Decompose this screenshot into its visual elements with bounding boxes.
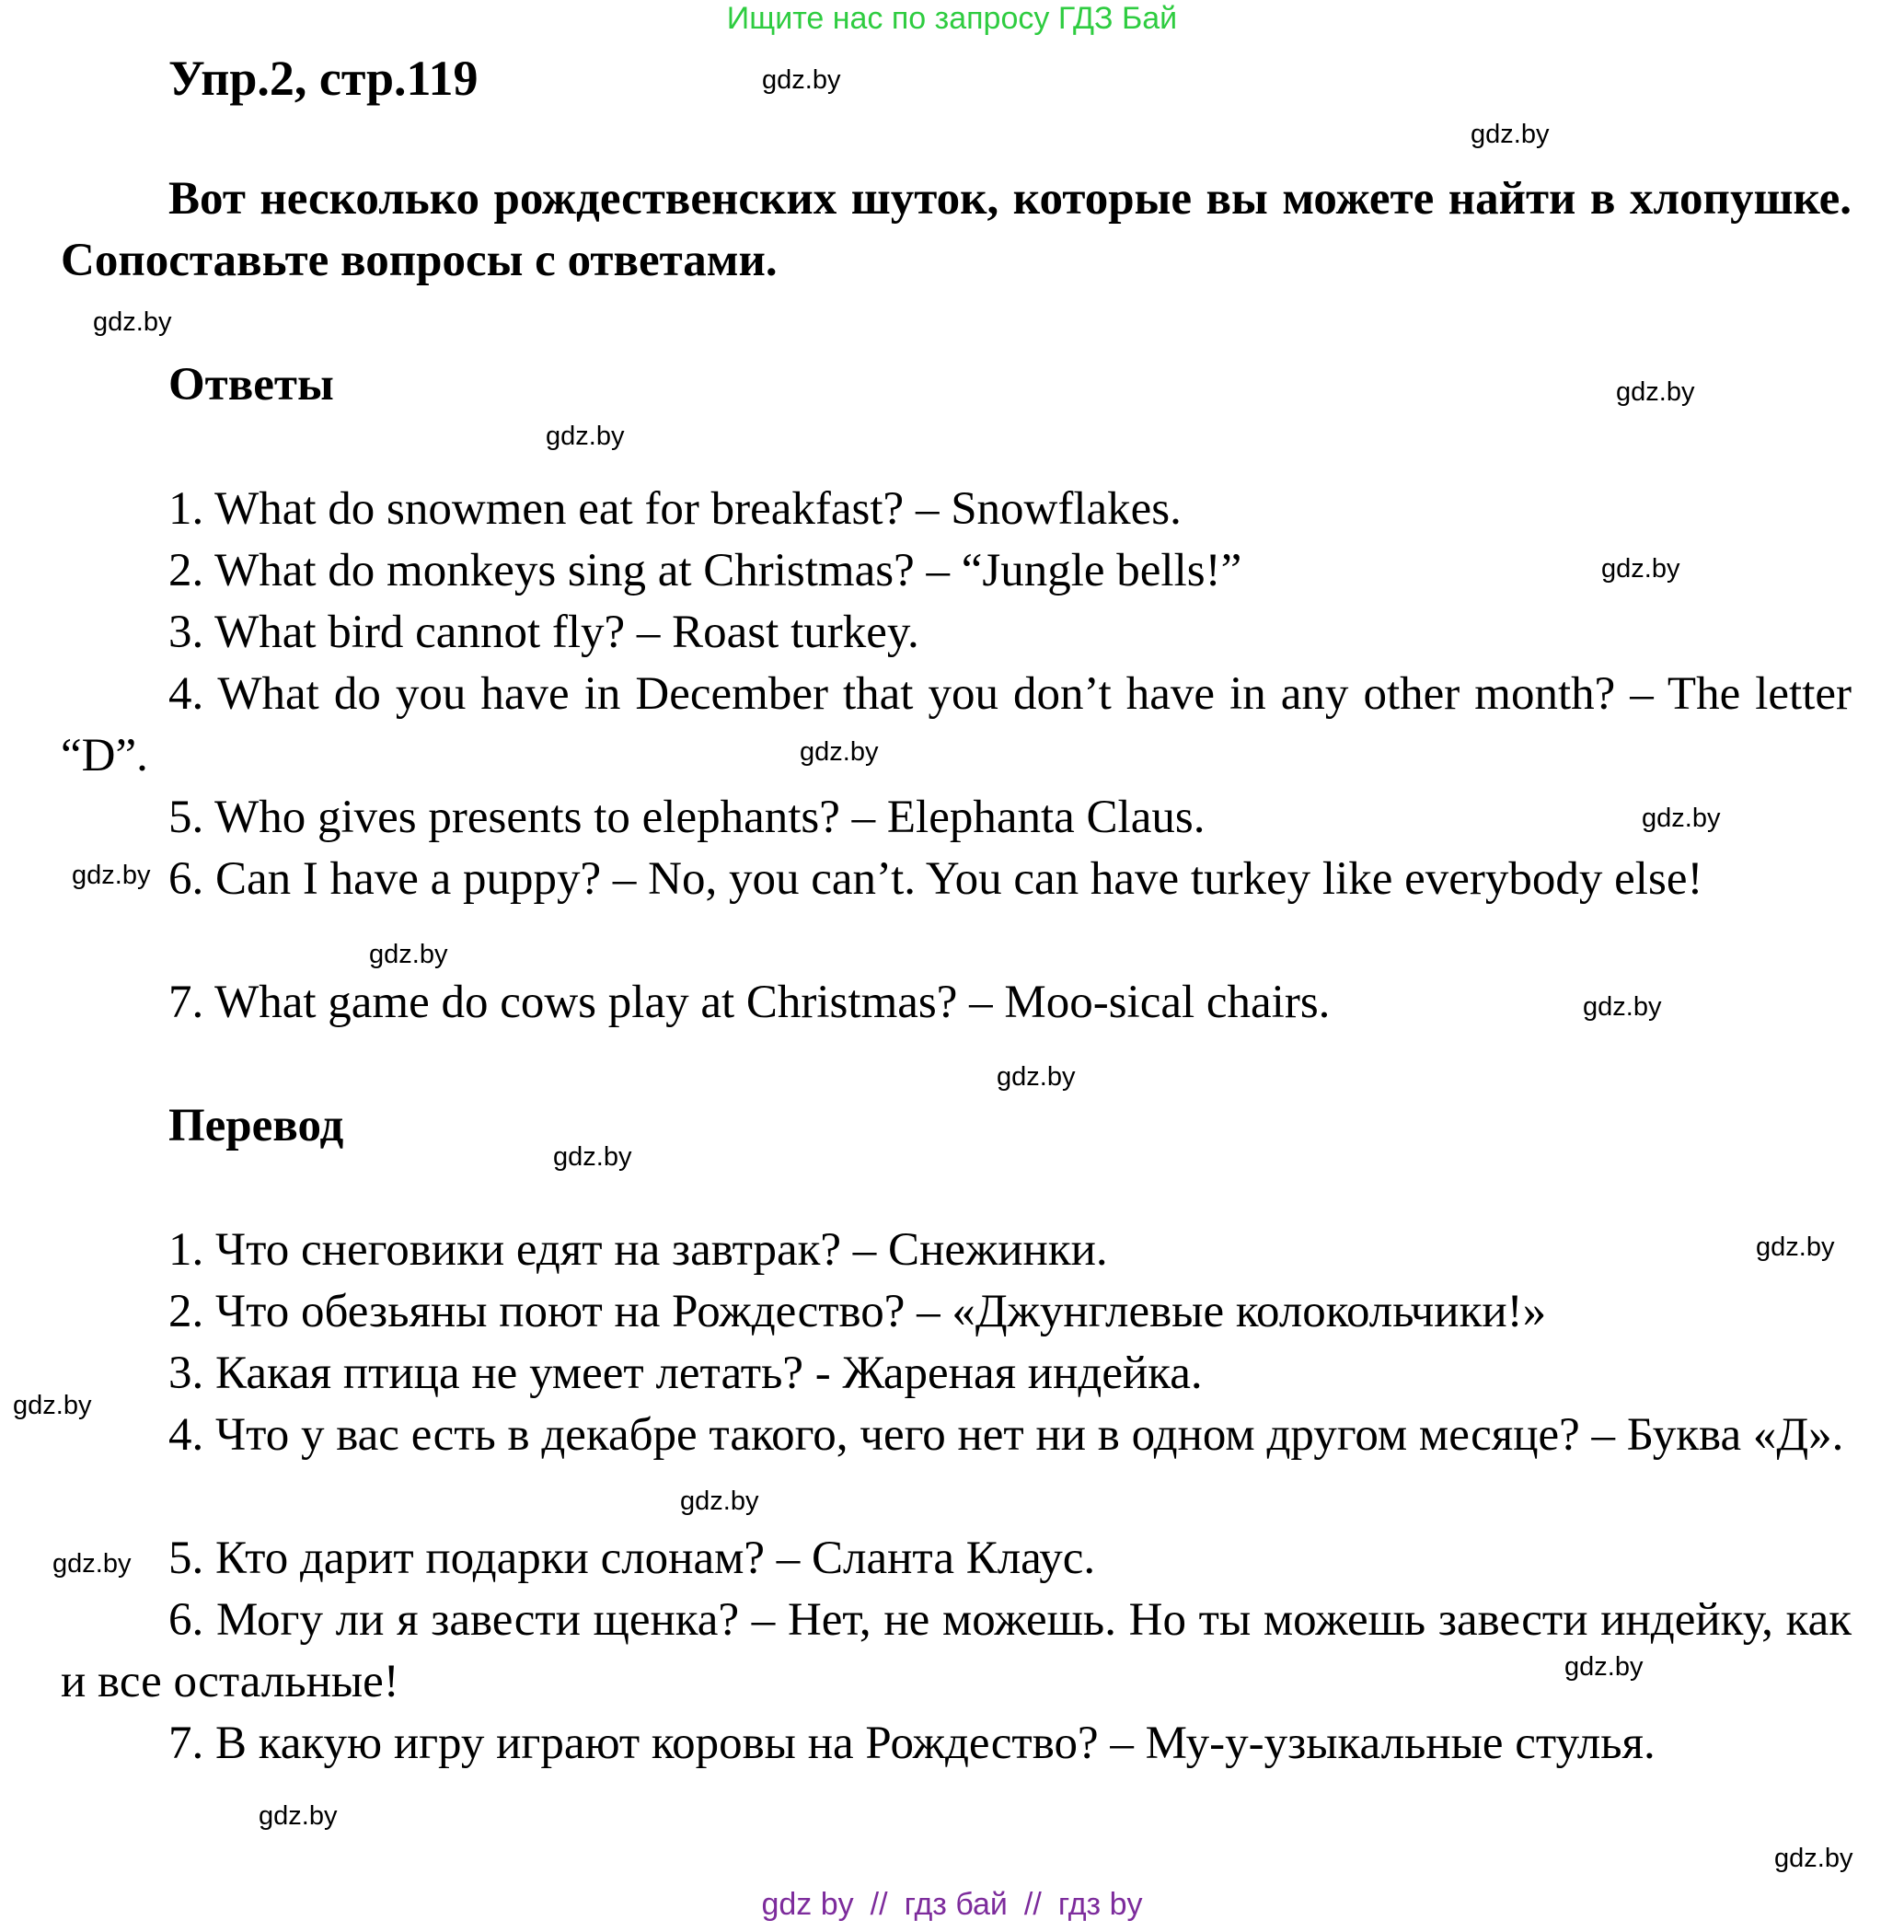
site-footer	[0, 1886, 1904, 1923]
translation-item: 6. Могу ли я завести щенка? – Нет, не можешь. Но ты можешь завести индейку, как и все остальные!	[61, 1594, 1852, 1707]
watermark: gdz.by	[680, 1487, 759, 1516]
answer-item: 5. Who gives presents to elephants? – Elephanta Claus.	[168, 792, 1206, 843]
translation-item: 3. Какая птица не умеет летать? - Жареная индейка.	[168, 1348, 1203, 1399]
translation-item: 1. Что снеговики едят на завтрак? – Снежинки.	[168, 1224, 1108, 1276]
watermark: gdz.by	[800, 737, 879, 767]
exercise-title: Упр.2, стр.119	[168, 51, 479, 106]
watermark: gdz.by	[369, 940, 448, 969]
translation-item: 4. Что у вас есть в декабре такого, чего нет ни в одном другом месяце? – Буква «Д».	[168, 1409, 1844, 1461]
watermark: gdz.by	[93, 307, 172, 337]
watermark: gdz.by	[1774, 1844, 1853, 1873]
watermark: gdz.by	[13, 1391, 92, 1420]
task-instruction: Вот несколько рождественских шуток, которые вы можете найти в хлопушке. Сопоставьте вопросы с ответами.	[61, 173, 1852, 286]
watermark: gdz.by	[997, 1062, 1076, 1092]
answers-heading: Ответы	[168, 359, 334, 411]
watermark: gdz.by	[259, 1801, 338, 1831]
footer-separator: //	[870, 1887, 888, 1922]
translation-heading: Перевод	[168, 1100, 344, 1151]
translation-item: 5. Кто дарит подарки слонам? – Сланта Клаус.	[168, 1533, 1096, 1584]
watermark: gdz.by	[1642, 804, 1721, 833]
watermark: gdz.by	[1601, 554, 1680, 584]
footer-link[interactable]: гдз бай	[904, 1887, 1008, 1922]
watermark: gdz.by	[1471, 120, 1550, 149]
answer-item: 2. What do monkeys sing at Christmas? – “Jungle bells!”	[168, 545, 1242, 596]
answer-item: 6. Can I have a puppy? – No, you can’t. You can have turkey like everybody else!	[168, 853, 1703, 905]
watermark: gdz.by	[762, 65, 841, 95]
watermark: gdz.by	[72, 861, 151, 890]
footer-link[interactable]: gdz by	[761, 1887, 854, 1922]
answer-item: 1. What do snowmen eat for breakfast? – Snowflakes.	[168, 483, 1182, 535]
watermark: gdz.by	[1756, 1232, 1835, 1262]
footer-separator: //	[1023, 1887, 1042, 1922]
watermark: gdz.by	[1564, 1652, 1644, 1682]
watermark: gdz.by	[52, 1549, 132, 1579]
watermark: gdz.by	[1583, 992, 1662, 1022]
translation-item: 2. Что обезьяны поют на Рождество? – «Джунглевые колокольчики!»	[168, 1286, 1547, 1337]
answer-item: 7. What game do cows play at Christmas? – Moo-sical chairs.	[168, 977, 1331, 1028]
footer-link[interactable]: гдз by	[1057, 1887, 1143, 1922]
answer-item: 3. What bird cannot fly? – Roast turkey.	[168, 607, 919, 658]
watermark: gdz.by	[546, 422, 625, 451]
translation-item: 7. В какую игру играют коровы на Рождество? – Му-у-узыкальные стулья.	[168, 1718, 1656, 1769]
search-banner: Ищите нас по запросу ГДЗ Бай	[726, 1, 1178, 36]
watermark: gdz.by	[553, 1142, 632, 1172]
answer-item: 4. What do you have in December that you don’t have in any other month? – The letter “D”.	[61, 668, 1852, 781]
watermark: gdz.by	[1616, 377, 1695, 407]
